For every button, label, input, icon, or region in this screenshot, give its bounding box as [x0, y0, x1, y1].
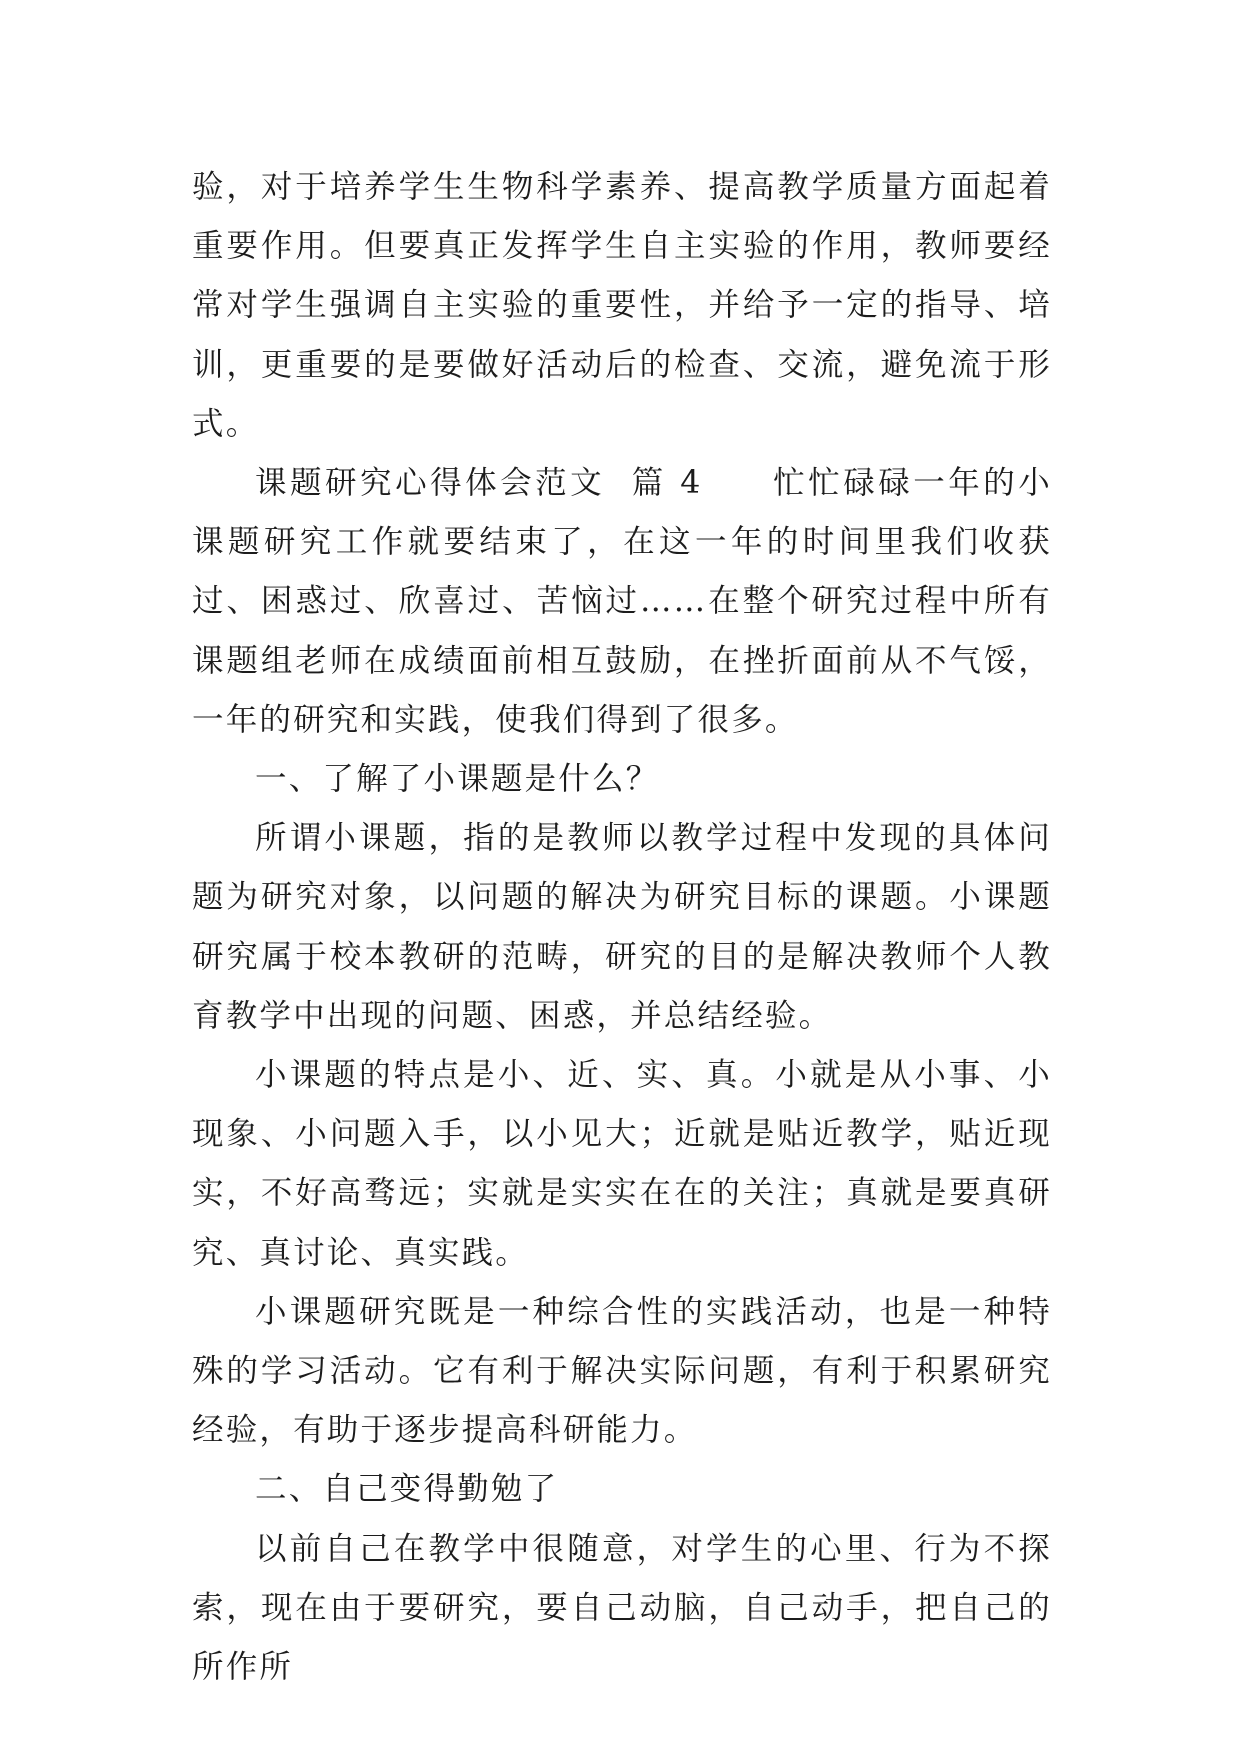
article-title: 课题研究心得体会范文 — [255, 465, 606, 502]
article-paragraph-intro — [192, 454, 1052, 750]
article-part-label: 篇 4 — [630, 465, 703, 502]
paragraph-definition: 所谓小课题，指的是教师以教学过程中发现的具体问题为研究对象，以问题的解决为研究目标的课题。小课题研究属于校本教研的范畴，研究的目的是解决教师个人教育教学中出现的问题、困惑，并总结经验。 — [192, 820, 1052, 1034]
paragraph-diligence: 以前自己在教学中很随意，对学生的心里、行为不探索，现在由于要研究，要自己动脑，自己动手，把自己的所作所 — [192, 1530, 1052, 1686]
section-heading-1: 一、了解了小课题是什么？ — [255, 761, 660, 798]
paragraph-features: 小课题的特点是小、近、实、真。小就是从小事、小现象、小问题入手，以小见大；近就是贴近教学，贴近现实，不好高骛远；实就是实实在在的关注；真就是要真研究、真讨论、真实践。 — [192, 1057, 1052, 1271]
document-body — [192, 158, 1052, 1697]
paragraph-continued: 验，对于培养学生生物科学素养、提高教学质量方面起着重要作用。但要真正发挥学生自主实验的作用，教师要经常对学生强调自主实验的重要性，并给予一定的指导、培训，更重要的是要做好活动后的检查、交流，避免流于形式。 — [192, 169, 1052, 442]
paragraph-significance: 小课题研究既是一种综合性的实践活动，也是一种特殊的学习活动。它有利于解决实际问题，有利于积累研究经验，有助于逐步提高科研能力。 — [192, 1293, 1052, 1449]
article-intro-text: 忙忙碌碌一年的小课题研究工作就要结束了，在这一年的时间里我们收获过、困惑过、欣喜过、苦恼过……在整个研究过程中所有课题组老师在成绩面前相互鼓励，在挫折面前从不气馁，一年的研究和实践，使我们得到了很多。 — [192, 465, 1052, 738]
section-heading-2: 二、自己变得勤勉了 — [255, 1471, 559, 1508]
